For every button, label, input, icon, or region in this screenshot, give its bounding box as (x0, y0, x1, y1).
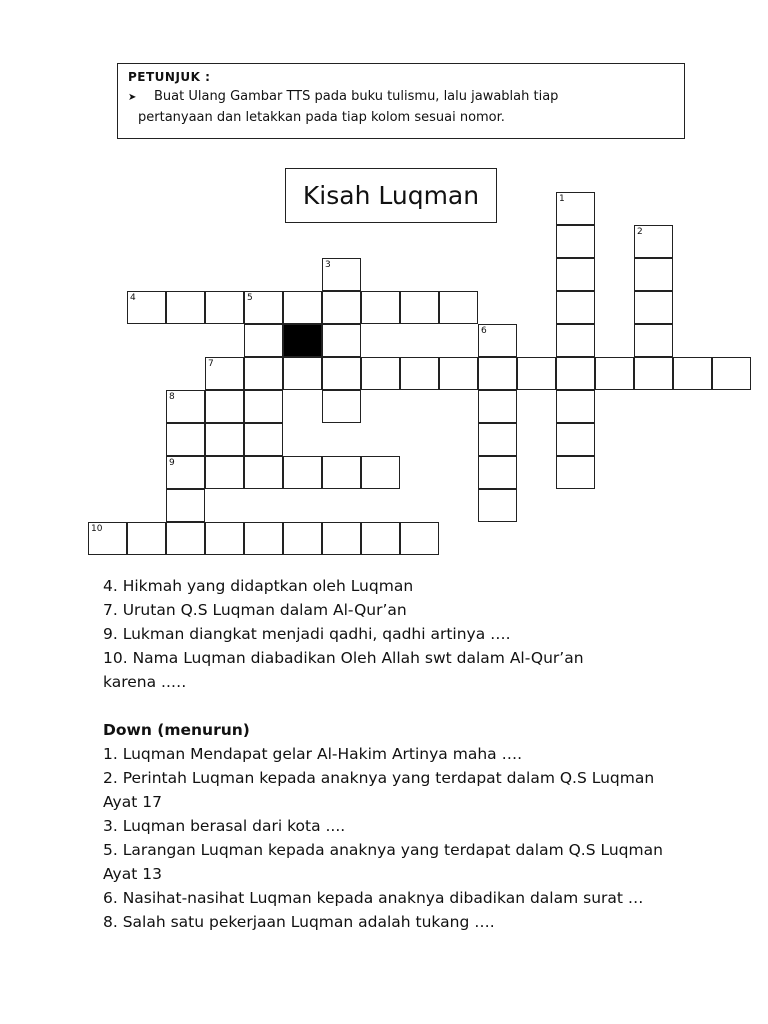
crossword-cell[interactable] (166, 291, 205, 324)
crossword-cell[interactable] (205, 357, 244, 390)
crossword-cell[interactable] (556, 390, 595, 423)
clue-down-1: 1. Luqman Mendapat gelar Al-Hakim Artinya maha …. (103, 745, 522, 763)
crossword-cell[interactable] (322, 522, 361, 555)
crossword-cell[interactable] (634, 291, 673, 324)
crossword-cell[interactable] (322, 258, 361, 291)
crossword-cell[interactable] (283, 522, 322, 555)
clue-across-9: 9. Lukman diangkat menjadi qadhi, qadhi artinya …. (103, 625, 511, 643)
crossword-cell[interactable] (634, 258, 673, 291)
crossword-cell[interactable] (400, 291, 439, 324)
crossword-cell[interactable] (283, 357, 322, 390)
crossword-cell[interactable] (244, 456, 283, 489)
crossword-cell[interactable] (439, 357, 478, 390)
crossword-cell[interactable] (283, 456, 322, 489)
crossword-cell[interactable] (322, 291, 361, 324)
crossword-cell[interactable] (556, 357, 595, 390)
crossword-cell[interactable] (244, 522, 283, 555)
crossword-cell[interactable] (556, 324, 595, 357)
crossword-cell[interactable] (556, 258, 595, 291)
crossword-cell[interactable] (361, 456, 400, 489)
crossword-cell[interactable] (361, 291, 400, 324)
clue-number-6: 6 (481, 326, 487, 336)
crossword-cell[interactable] (712, 357, 751, 390)
crossword-cell[interactable] (439, 291, 478, 324)
clue-down-8: 8. Salah satu pekerjaan Luqman adalah tukang …. (103, 913, 495, 931)
clue-down-6: 6. Nasihat-nasihat Luqman kepada anaknya dibadikan dalam surat … (103, 889, 644, 907)
crossword-cell[interactable] (556, 225, 595, 258)
clue-across-4: 4. Hikmah yang didaptkan oleh Luqman (103, 577, 414, 595)
arrowhead-bullet-icon: ➤ (128, 92, 137, 103)
crossword-cell[interactable] (244, 390, 283, 423)
clue-down-5: 5. Larangan Luqman kepada anaknya yang terdapat dalam Q.S Luqman (103, 841, 663, 859)
crossword-cell[interactable] (478, 324, 517, 357)
crossword-cell[interactable] (205, 291, 244, 324)
crossword-cell[interactable] (88, 522, 127, 555)
crossword-cell[interactable] (478, 423, 517, 456)
crossword-cell[interactable] (244, 357, 283, 390)
crossword-cell[interactable] (673, 357, 712, 390)
crossword-cell[interactable] (166, 522, 205, 555)
crossword-cell[interactable] (166, 423, 205, 456)
crossword-cell[interactable] (478, 357, 517, 390)
clue-number-2: 2 (637, 227, 643, 237)
crossword-cell[interactable] (400, 357, 439, 390)
crossword-cell[interactable] (556, 192, 595, 225)
crossword-cell[interactable] (634, 225, 673, 258)
crossword-cell[interactable] (361, 357, 400, 390)
crossword-cell[interactable] (634, 324, 673, 357)
clue-number-8: 8 (169, 392, 175, 402)
clue-list (103, 574, 743, 934)
clue-number-4: 4 (130, 293, 136, 303)
clue-across-7: 7. Urutan Q.S Luqman dalam Al-Qur’an (103, 601, 407, 619)
crossword-cell[interactable] (478, 489, 517, 522)
crossword-cell[interactable] (205, 456, 244, 489)
crossword-cell[interactable] (556, 291, 595, 324)
crossword-cell[interactable] (244, 291, 283, 324)
clue-down-3: 3. Luqman berasal dari kota .... (103, 817, 346, 835)
puzzle-title: Kisah Luqman (285, 168, 497, 223)
crossword-cell[interactable] (478, 390, 517, 423)
instructions-box (117, 63, 685, 139)
crossword-cell[interactable] (244, 423, 283, 456)
clue-number-1: 1 (559, 194, 565, 204)
crossword-cell[interactable] (166, 456, 205, 489)
crossword-cell[interactable] (478, 456, 517, 489)
clue-number-3: 3 (325, 260, 331, 270)
clue-down-5-cont: Ayat 13 (103, 865, 162, 883)
clue-down-2-cont: Ayat 17 (103, 793, 162, 811)
instructions-line-1: Buat Ulang Gambar TTS pada buku tulismu, lalu jawablah tiap (154, 89, 559, 104)
crossword-cell[interactable] (322, 390, 361, 423)
clue-number-7: 7 (208, 359, 214, 369)
down-heading: Down (menurun) (103, 721, 250, 739)
crossword-cell[interactable] (127, 522, 166, 555)
crossword-cell[interactable] (400, 522, 439, 555)
crossword-cell[interactable] (517, 357, 556, 390)
crossword-cell[interactable] (166, 489, 205, 522)
clue-number-5: 5 (247, 293, 253, 303)
crossword-cell[interactable] (205, 423, 244, 456)
crossword-cell[interactable] (127, 291, 166, 324)
crossword-cell[interactable] (166, 390, 205, 423)
clue-down-2: 2. Perintah Luqman kepada anaknya yang terdapat dalam Q.S Luqman (103, 769, 655, 787)
crossword-cell[interactable] (283, 291, 322, 324)
crossword-cell[interactable] (556, 456, 595, 489)
clue-across-10: 10. Nama Luqman diabadikan Oleh Allah swt dalam Al-Qur’an (103, 649, 584, 667)
crossword-black-cell (283, 324, 322, 357)
crossword-cell[interactable] (322, 357, 361, 390)
instructions-line-2: pertanyaan dan letakkan pada tiap kolom sesuai nomor. (138, 110, 505, 125)
crossword-cell[interactable] (361, 522, 400, 555)
clue-number-10: 10 (91, 524, 103, 534)
crossword-cell[interactable] (634, 357, 673, 390)
crossword-cell[interactable] (205, 390, 244, 423)
crossword-cell[interactable] (244, 324, 283, 357)
crossword-cell[interactable] (322, 456, 361, 489)
crossword-cell[interactable] (205, 522, 244, 555)
crossword-cell[interactable] (556, 423, 595, 456)
instructions-heading: PETUNJUK : (128, 70, 211, 84)
crossword-cell[interactable] (322, 324, 361, 357)
clue-across-10-cont: karena ..… (103, 673, 187, 691)
crossword-cell[interactable] (595, 357, 634, 390)
clue-number-9: 9 (169, 458, 175, 468)
